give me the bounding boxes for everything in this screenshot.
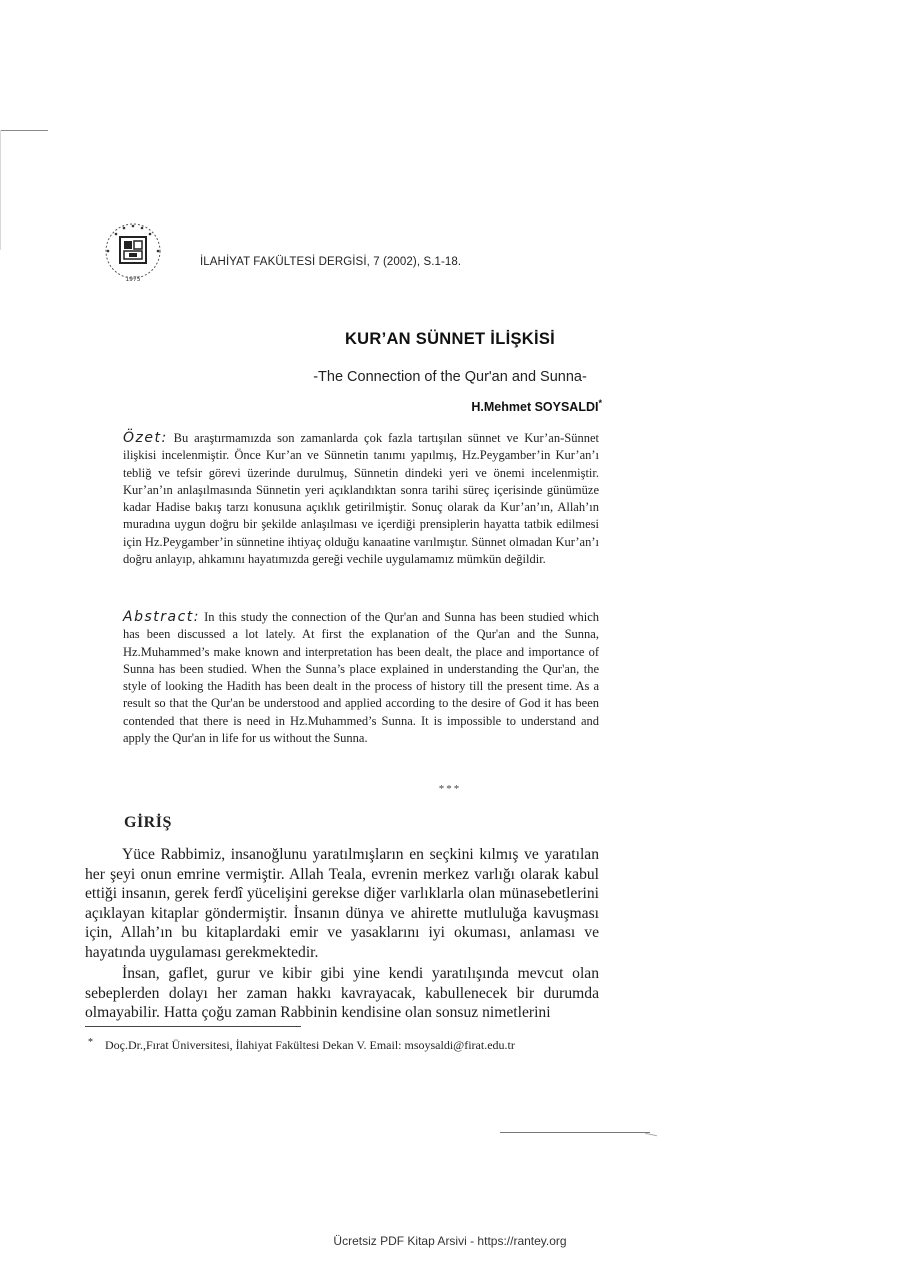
author-name bbox=[471, 398, 602, 414]
ozet-text: Bu araştırmamızda son zamanlarda çok fazla tartışılan sünnet ve Kur’an-Sünnet ilişkisi incelenmiştir. Önce Kur’an ve Sünnetin tanımı yapılmış, Hz.Peygamber’in Kur’an’ı tebliğ ve tefsir görevi üzerinde durulmuş, Sünnetin dindeki yeri ve önemi incelenmiştir. Kur’an’ın anlaşılmasında Sünnetin yeri açıklandıktan sonra tarihi süreç içerisinde günümüze kadar Hadise bakış tarzı konusuna açıklık getirilmiştir. Sonuç olarak da Kur’an’ın, Allah’ın muradına uygun doğru bir şekilde anlaşılması ve içerdiği prensiplerin hayatta tatbik edilmesi için Hz.Peygamber’in sünnetine ihtiyaç olduğu kanaatine varılmıştır. Sünnet olmadan Kur’an’ı doğru anlayıp, ahkamını hayatımızda gereği vechile uygulamamız mümkün değildir. bbox=[123, 431, 599, 567]
university-seal-icon bbox=[102, 222, 164, 284]
footnote-text: Doç.Dr.,Fırat Üniversitesi, İlahiyat Fakültesi Dekan V. Email: msoysaldi@firat.edu.tr bbox=[105, 1038, 515, 1052]
body-paragraph: Yüce Rabbimiz, insanoğlunu yaratılmışların en seçkini kılmış ve yaratılan her şeyi onun emrine vermiştir. Allah Teala, evrenin merkez varlığı olarak kabul ettiği insanın, gerek ferdî yücelişini gerekse diğer varlıklarla olan münasebetlerini açıklayan kitaplar göndermiştir. İnsanın dünya ve ahirette mutluluğa kavuşması için, Allah’ın bu kitaplardaki emir ve yasaklarını iyi okuması, anlaması ve hayatında uygulaması gerekmektedir. bbox=[85, 846, 599, 961]
paper-title: KUR’AN SÜNNET İLİŞKİSİ bbox=[344, 330, 556, 348]
scan-edge-shadow bbox=[0, 130, 1, 250]
ozet-label: Özet: bbox=[123, 430, 168, 446]
english-abstract bbox=[123, 609, 599, 747]
seal-year: 1975 bbox=[125, 276, 141, 283]
author-text: H.Mehmet SOYSALDI bbox=[471, 400, 599, 415]
scan-artifact-line bbox=[500, 1132, 650, 1133]
scan-edge-mark bbox=[0, 130, 48, 131]
scan-artifact-line bbox=[645, 1133, 657, 1136]
journal-citation: İLAHİYAT FAKÜLTESİ DERGİSİ, 7 (2002), S.1-18. bbox=[200, 256, 462, 268]
paper-subtitle: -The Connection of the Qur'an and Sunna- bbox=[313, 369, 587, 385]
footnote-marker: * bbox=[88, 1037, 93, 1048]
abstract-text: In this study the connection of the Qur'an and Sunna has been studied which has been discussed a lot lately. At first the explanation of the Qur'an and the Sunna, Hz.Muhammed’s make known and interpretation has been dealt, the place and importance of Sunna has been studied. When the Sunna’s place explained in understanding the Qur'an, the style of looking the Hadith has been dealt in the process of history till the present time. As a result so that the Qur'an be understood and applied according to the desire of God it has been contended that there is need in Hz.Muhammed’s Sunna. It is impossible to understand and apply the Qur'an in life for us without the Sunna. bbox=[123, 610, 599, 746]
section-heading-giris: GİRİŞ bbox=[124, 814, 172, 831]
footnote-divider bbox=[85, 1026, 301, 1027]
section-separator: *** bbox=[438, 783, 462, 795]
abstract-label: Abstract: bbox=[123, 609, 200, 625]
body-paragraph: İnsan, gaflet, gurur ve kibir gibi yine kendi yaratılışında mevcut olan sebeplerden dolayı her zaman hakkı kavrayacak, kabullenecek bir durumda olmayabilir. Hatta çoğu zaman Rabbinin kendisine olan sonsuz nimetlerini bbox=[85, 965, 599, 1021]
ozet-abstract bbox=[123, 430, 599, 568]
footnote bbox=[88, 1038, 515, 1053]
page-footer: Ücretsiz PDF Kitap Arsivi - https://rantey.org bbox=[333, 1234, 567, 1248]
author-footnote-marker: * bbox=[598, 398, 602, 408]
